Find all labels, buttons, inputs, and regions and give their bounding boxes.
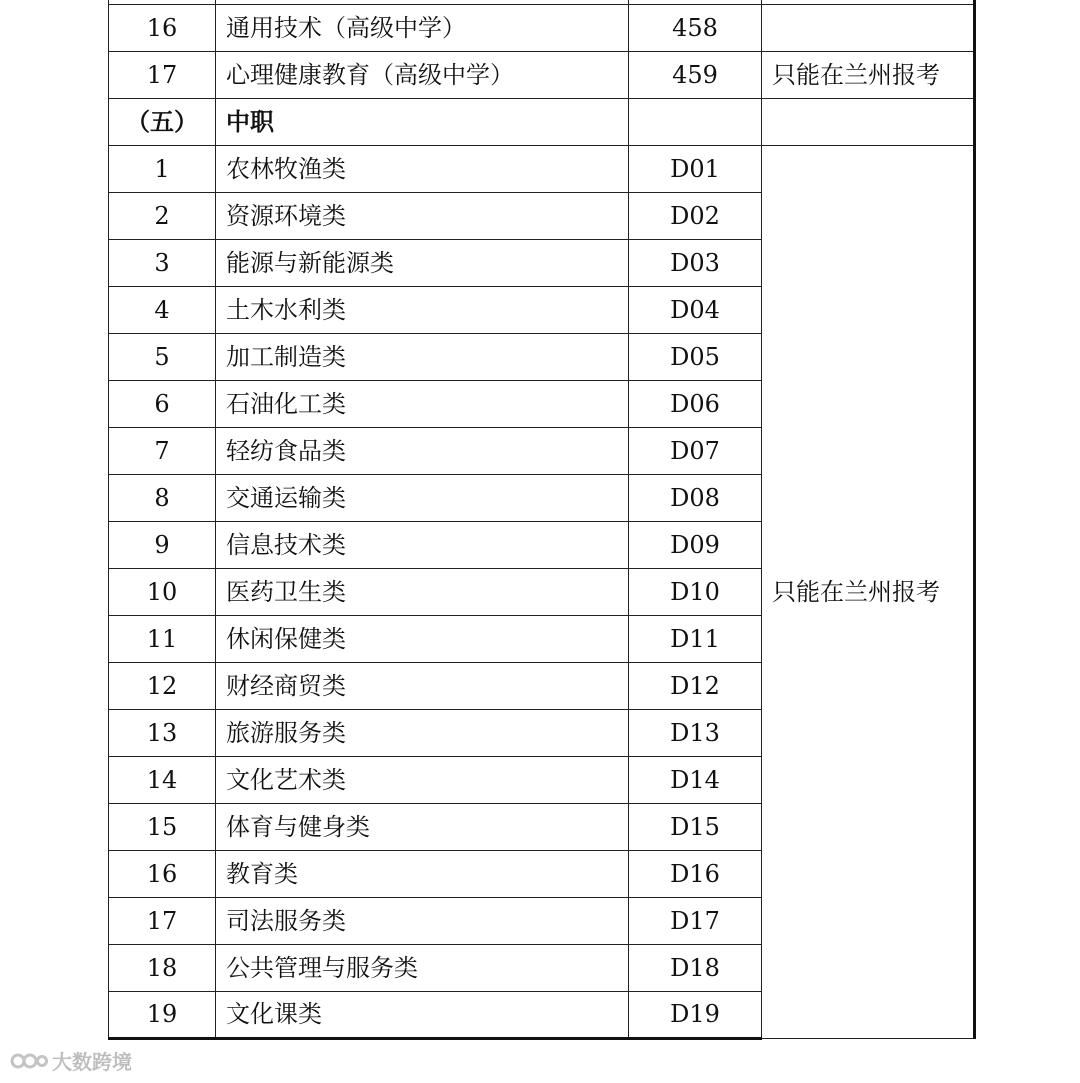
subject-code: D19	[629, 991, 762, 1038]
table-row	[109, 4, 975, 51]
subject-name: 心理健康教育（高级中学）	[216, 51, 629, 98]
subject-name: 教育类	[216, 850, 629, 897]
subject-code: 459	[629, 51, 762, 98]
row-number: 18	[109, 944, 216, 991]
row-number: 2	[109, 192, 216, 239]
watermark	[10, 1046, 132, 1075]
row-number: 16	[109, 850, 216, 897]
row-number: 6	[109, 380, 216, 427]
subject-name: 旅游服务类	[216, 709, 629, 756]
subject-name: 休闲保健类	[216, 615, 629, 662]
subject-name: 体育与健身类	[216, 803, 629, 850]
row-number: 14	[109, 756, 216, 803]
row-number: 3	[109, 239, 216, 286]
row-number: 13	[109, 709, 216, 756]
row-number: 17	[109, 51, 216, 98]
row-number: 19	[109, 991, 216, 1038]
row-number: 1	[109, 145, 216, 192]
subject-name: 交通运输类	[216, 474, 629, 521]
subject-code	[629, 98, 762, 145]
row-number: 7	[109, 427, 216, 474]
section-header-row	[109, 98, 975, 145]
subject-name: 轻纺食品类	[216, 427, 629, 474]
subject-code: D05	[629, 333, 762, 380]
subject-name: 文化艺术类	[216, 756, 629, 803]
subject-code: D04	[629, 286, 762, 333]
row-number: 16	[109, 4, 216, 51]
subject-code: D01	[629, 145, 762, 192]
subject-name: 公共管理与服务类	[216, 944, 629, 991]
subject-code: D02	[629, 192, 762, 239]
subject-name: 财经商贸类	[216, 662, 629, 709]
subject-code: D18	[629, 944, 762, 991]
subject-code-table	[108, 0, 976, 1040]
subject-name: 能源与新能源类	[216, 239, 629, 286]
subject-name: 农林牧渔类	[216, 145, 629, 192]
row-number: 10	[109, 568, 216, 615]
subject-code: D11	[629, 615, 762, 662]
row-number: 9	[109, 521, 216, 568]
subject-name: 信息技术类	[216, 521, 629, 568]
subject-code: D12	[629, 662, 762, 709]
row-number: 17	[109, 897, 216, 944]
watermark-text: 大数跨境	[52, 1050, 132, 1074]
section-title: 中职	[216, 98, 629, 145]
remark	[762, 98, 975, 145]
row-number: 11	[109, 615, 216, 662]
subject-code: D08	[629, 474, 762, 521]
subject-code: D14	[629, 756, 762, 803]
subject-name: 通用技术（高级中学）	[216, 4, 629, 51]
subject-code: 458	[629, 4, 762, 51]
subject-code: D17	[629, 897, 762, 944]
logo-mark-icon	[10, 1049, 48, 1073]
row-number: 5	[109, 333, 216, 380]
subject-name: 司法服务类	[216, 897, 629, 944]
subject-code: D16	[629, 850, 762, 897]
subject-code: D13	[629, 709, 762, 756]
remark	[762, 4, 975, 51]
table-row	[109, 51, 975, 98]
section-number: （五）	[109, 98, 216, 145]
subject-code: D10	[629, 568, 762, 615]
subject-name: 资源环境类	[216, 192, 629, 239]
row-number: 15	[109, 803, 216, 850]
subject-name: 加工制造类	[216, 333, 629, 380]
subject-name: 文化课类	[216, 991, 629, 1038]
remark: 只能在兰州报考	[762, 51, 975, 98]
subject-code: D03	[629, 239, 762, 286]
subject-name: 石油化工类	[216, 380, 629, 427]
row-number: 4	[109, 286, 216, 333]
row-number: 8	[109, 474, 216, 521]
subject-code: D07	[629, 427, 762, 474]
subject-code: D15	[629, 803, 762, 850]
subject-name: 土木水利类	[216, 286, 629, 333]
subject-name: 医药卫生类	[216, 568, 629, 615]
table-row	[109, 145, 975, 192]
subject-code: D06	[629, 380, 762, 427]
row-number: 12	[109, 662, 216, 709]
subject-code: D09	[629, 521, 762, 568]
vocational-remark: 只能在兰州报考	[762, 145, 975, 1038]
